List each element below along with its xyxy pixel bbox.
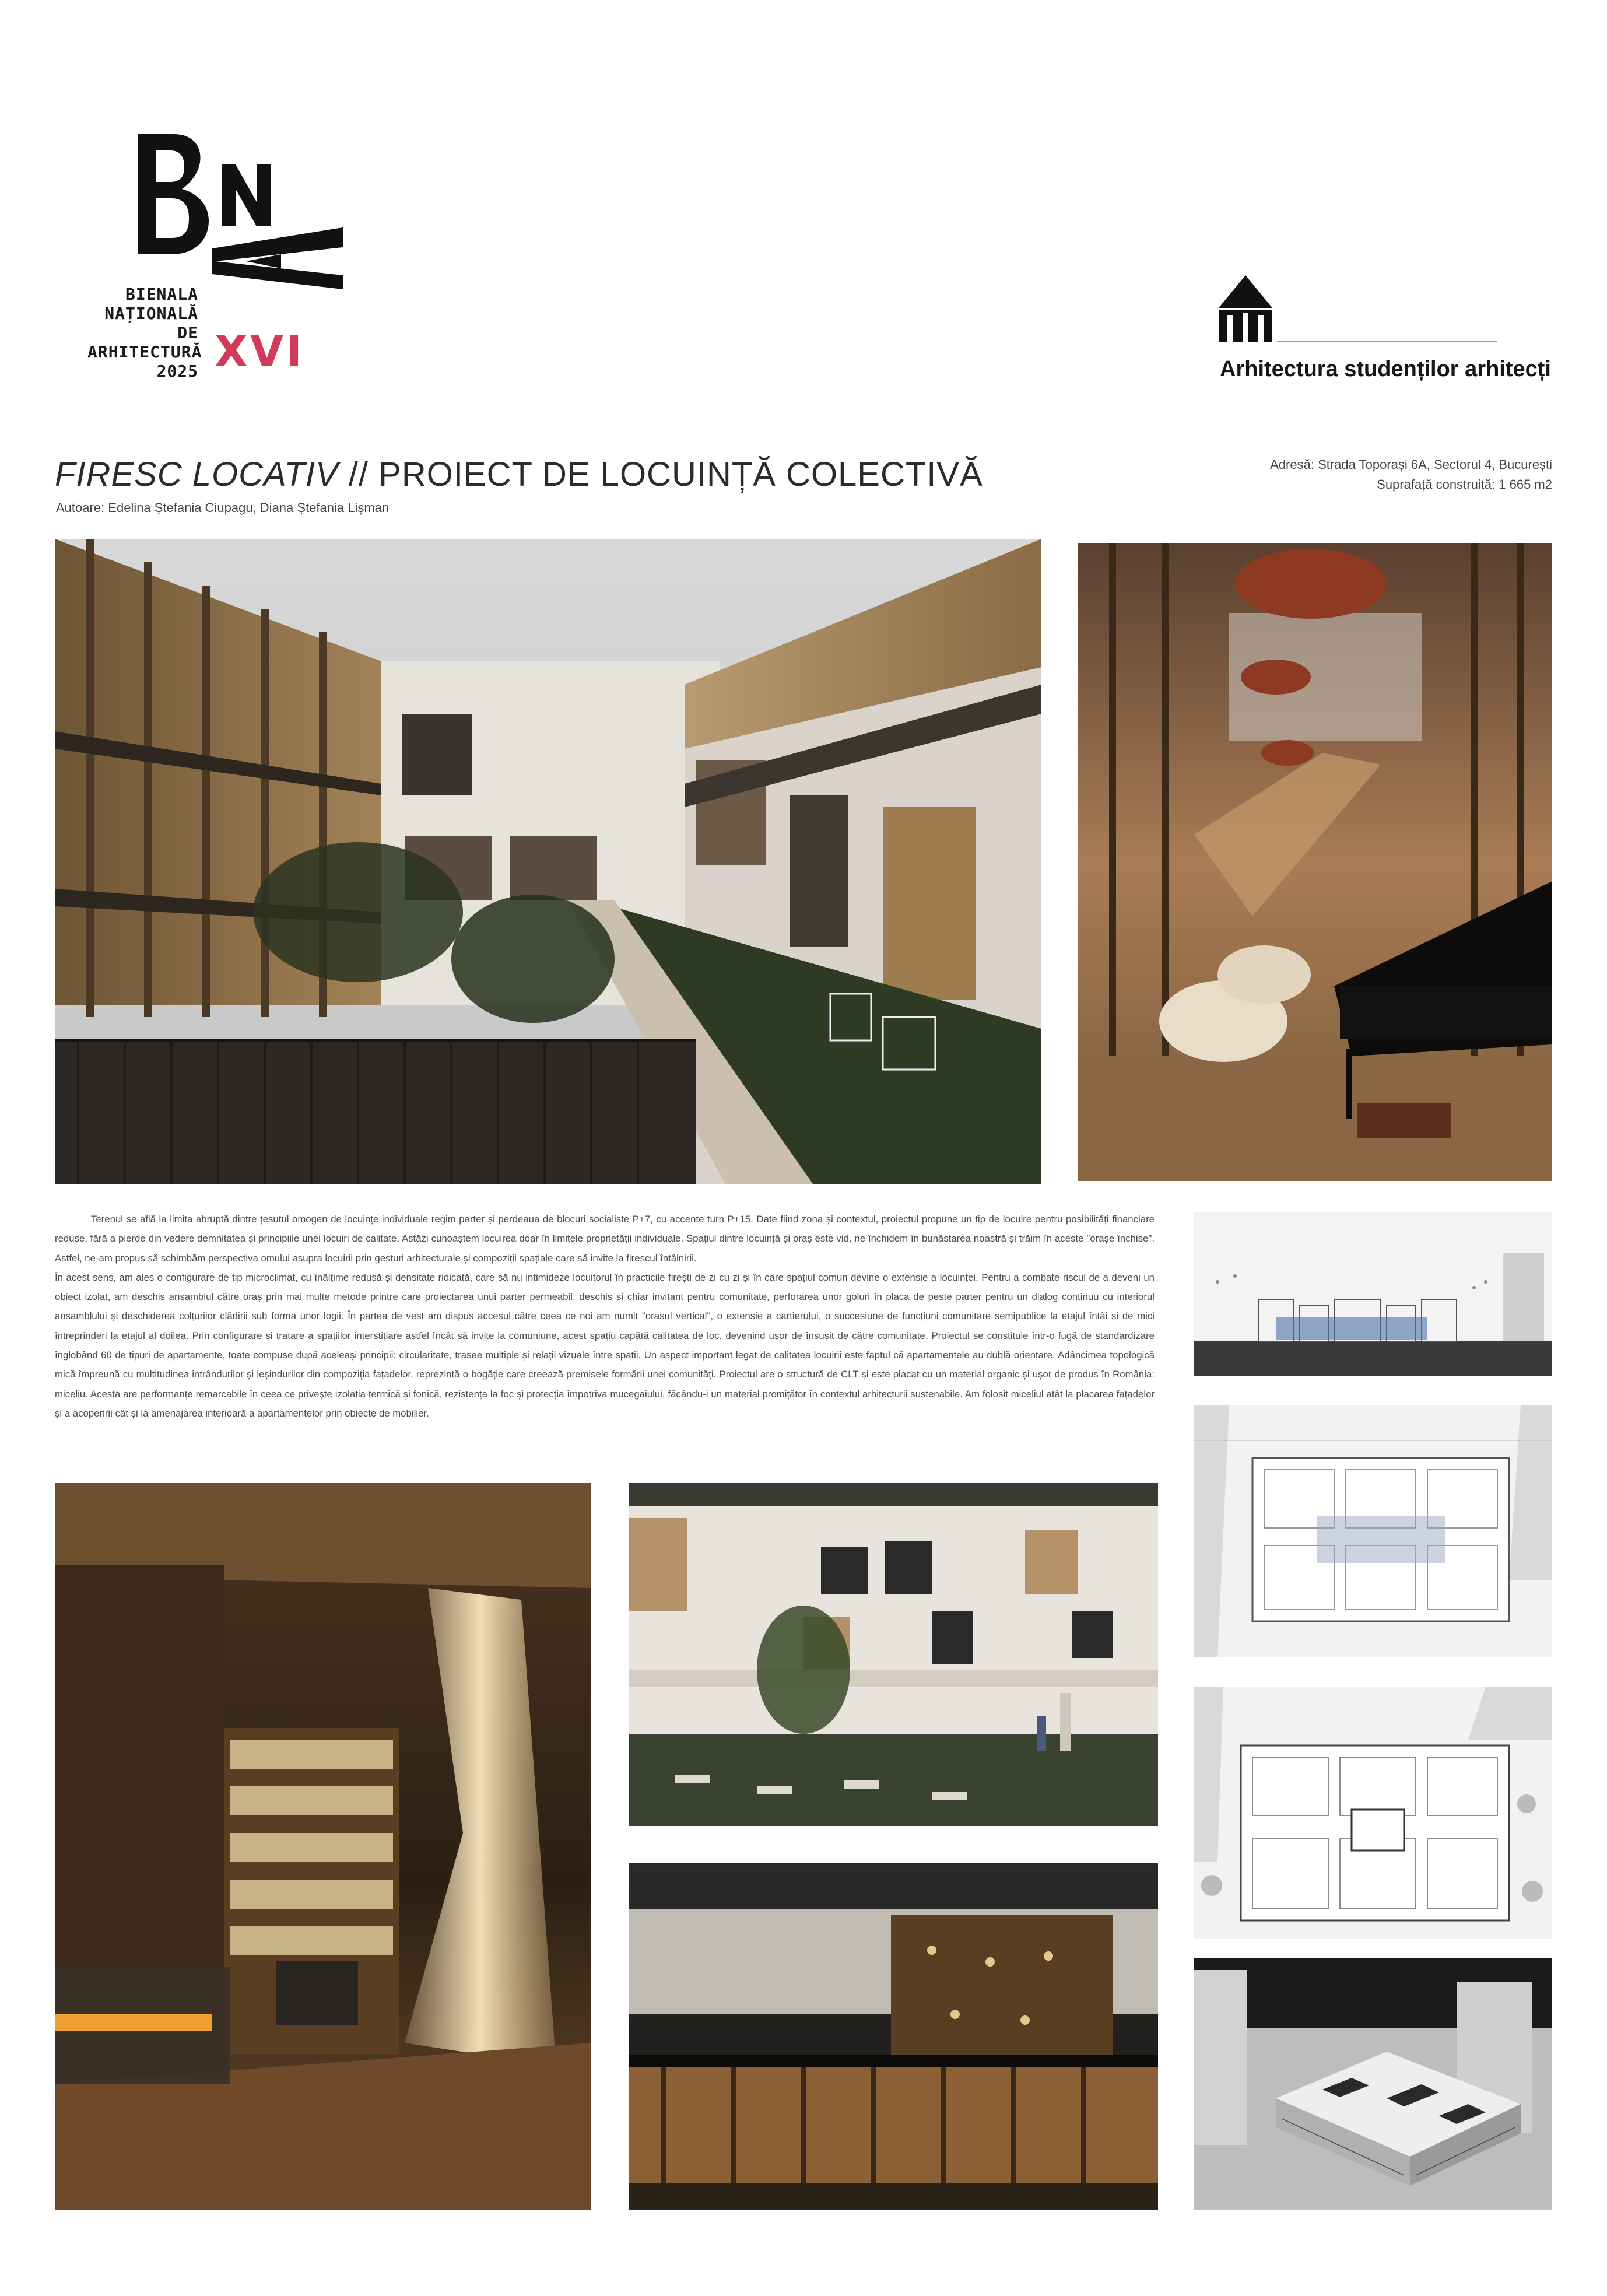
courtyard-render — [55, 539, 1041, 1184]
project-authors: Autoare: Edelina Ștefania Ciupagu, Diana Ștefania Lișman — [56, 500, 390, 515]
description-paragraph: Terenul se află la limita abruptă dintre țesutul omogen de locuințe individuale regim parter și perdeaua de blocuri socialiste P+7, cu accente turn P+15. Date fiind zona și contextul, proiectul propune un tip de locuire pentru posibilități financiare reduse, fără a pierde din vedere demnitatea și principiile unei locuiri de calitate. Astăzi cunoaștem locuirea doar în limitele proprietății individuale. Spațiul dintre locuință și oraș este vid, ne închidem în bunăstarea noastră și trăim în aceste "orașe închise". Astfel, ne-am propus să schimbăm perspectiva omului asupra locuirii prin gesturi arhitecturale și compoziții spațiale care să invite la firescul întâlnirii. — [55, 1214, 1155, 1264]
lobby-piano-render — [1078, 543, 1552, 1181]
project-address: Adresă: Strada Toporași 6A, Sectorul 4, București — [1270, 457, 1552, 472]
description-paragraph: În acest sens, am ales o configurare de tip microclimat, cu înălțime redusă și densitate ridicată, care să nu intimideze locuitorul în practicile firești de zi cu zi și în care spațiul comun devine o extensie a locuinței. Pentru a combate riscul de a deveni un obiect izolat, am deschis ansamblul către oraș prin mai multe metode printre care proiectarea unui parter permeabil, deschis și chiar invitant pentru comunitate, perforarea unor goluri în placa de peste parter pentru un dialog continuu cu interiorul ansamblului și deschiderea colțurilor clădirii sub forma unor logii. În partea de vest am dispus accesul către ceea ce noi am numit "orașul vertical", o extensie a cartierului, o succesiune de funcțiuni comunitare semipublice la etajul întâi și de mici întreprinderi la etajul al doilea. Prin configurare și tratare a spațiilor interstițiare astfel încât să invite la comuniune, acest spațiu capătă calitatea de loc, devenind ușor de însușit de către comunitate. Proiectul se constituie într-o fugă de standardizare înglobând 60 de tipuri de apartamente, toate compuse după aceleași principii: circularitate, trasee multiple și relații vizuale între spații. Un aspect important legat de calitatea locuirii este faptul că apartamentele au dublă orientare. Adâncimea topologică mică împreună cu multitudinea intrândurilor și ieșindurilor din compoziția fațadelor, reprezintă o bogăție care creează premisele formării unei comunități. Proiectul are o structură de CLT și este placat cu un material organic și ușor de produs în România: miceliu. Acesta are performanțe remarcabile în ceea ce privește izolația termică și fonică, rezistența la foc și protecția împotriva mucegaiului, făcându-i un material promițător în contextul arhitecturii sustenabile. Am folosit miceliul atât la placarea fațadelor și a acoperirii cât și la amenajarea interioară a apartamentelor prin obiecte de mobilier. — [55, 1271, 1155, 1419]
bna-logo-letter-n — [220, 163, 273, 227]
project-area: Suprafață construită: 1 665 m2 — [1377, 477, 1552, 492]
project-title — [55, 455, 983, 494]
site-section-drawing — [1194, 1212, 1552, 1376]
night-facade-render — [629, 1863, 1158, 2210]
upper-floor-plan — [1194, 1687, 1552, 1939]
bna-edition: XVI — [215, 327, 304, 377]
ground-floor-plan — [1194, 1405, 1552, 1657]
bna-logo-letter-b — [135, 133, 211, 255]
bna-logo-text: BIENALA NAȚIONALĂ DE ARHITECTURĂ 2025 — [87, 285, 202, 381]
partner-name: Arhitectura studenților arhitecți — [1220, 357, 1551, 381]
bna-logo-letter-a — [211, 226, 345, 290]
project-title-italic: FIRESC LOCATIV — [55, 455, 339, 493]
project-info — [1270, 455, 1552, 495]
project-description — [55, 1210, 1155, 1423]
facade-garden-render — [629, 1483, 1158, 1826]
pencil-house-icon — [1217, 274, 1607, 344]
project-title-rest: // PROIECT DE LOCUINȚĂ COLECTIVĂ — [338, 455, 983, 493]
library-interior-render — [55, 1483, 591, 2210]
massing-model-photo — [1194, 1958, 1552, 2210]
